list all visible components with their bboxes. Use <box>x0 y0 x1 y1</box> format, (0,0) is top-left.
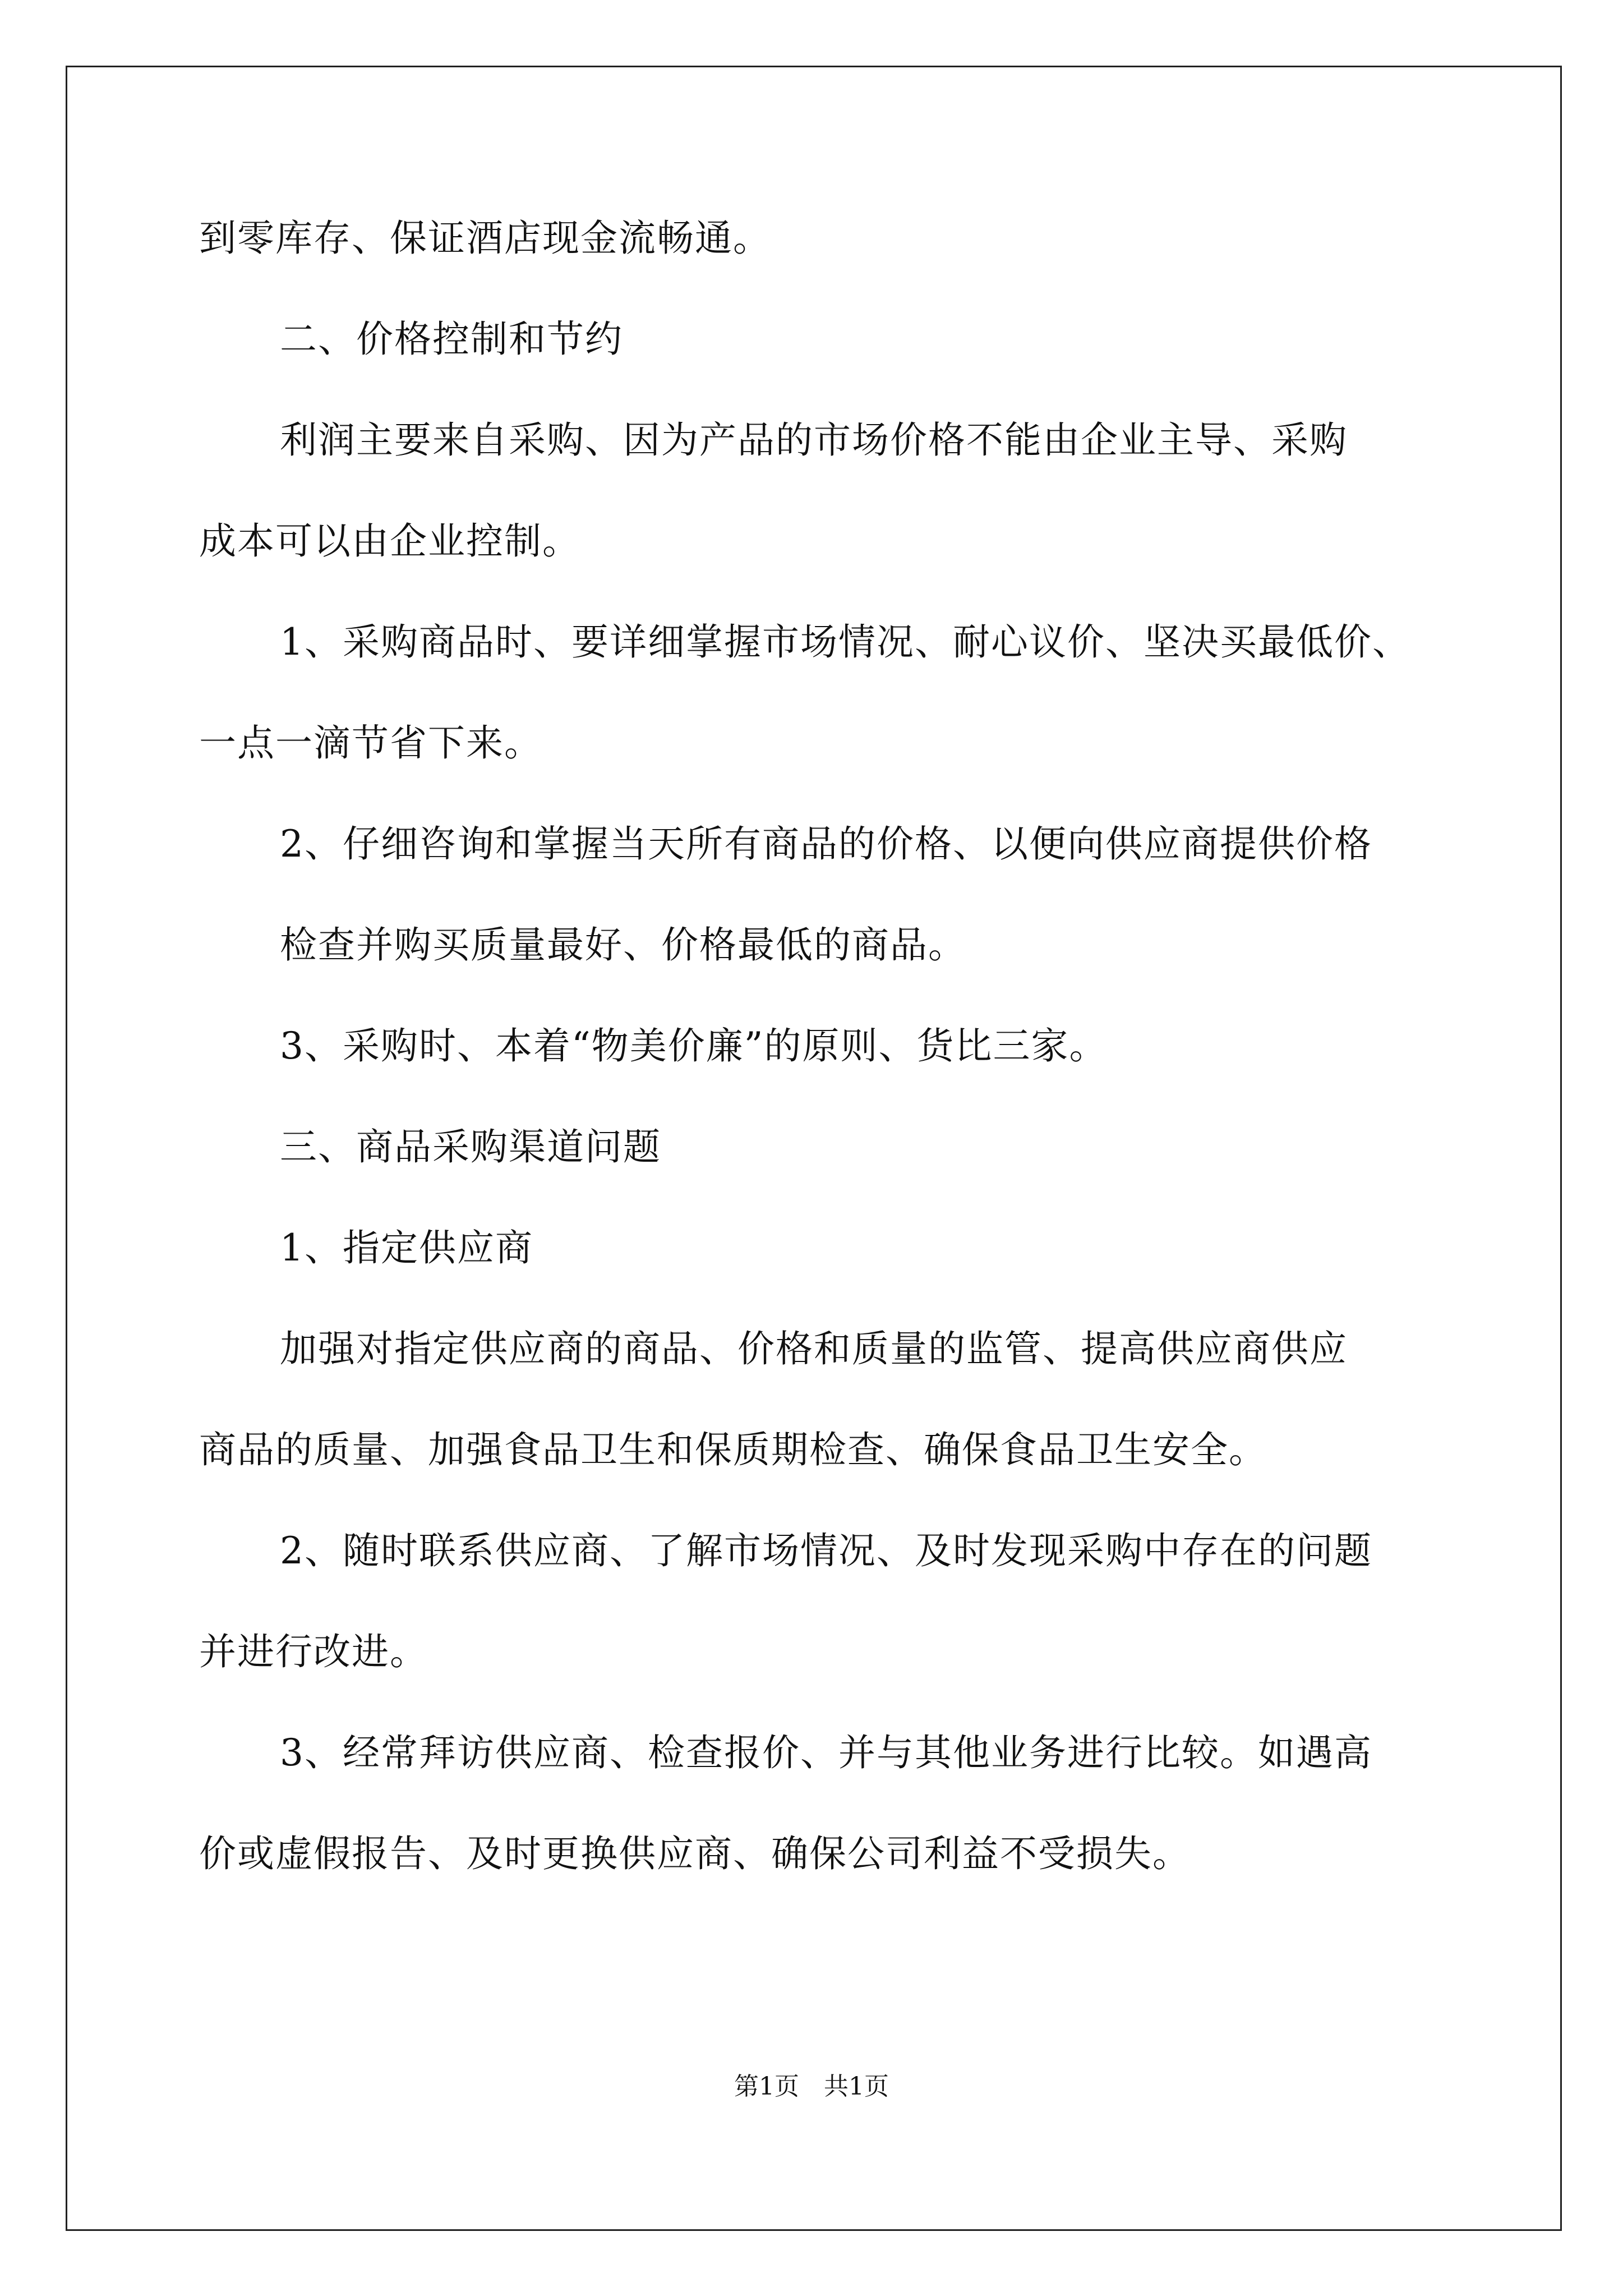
text-line: 一点一滴节省下来。 <box>199 721 542 765</box>
section-heading: 二、价格控制和节约 <box>280 318 623 361</box>
text-line: 检查并购买质量最好、价格最低的商品。 <box>280 923 966 967</box>
text-line: 价或虚假报告、及时更换供应商、确保公司利益不受损失。 <box>199 1832 1191 1875</box>
section-heading: 三、商品采购渠道问题 <box>280 1125 661 1168</box>
text-line: 商品的质量、加强食品卫生和保质期检查、确保食品卫生安全。 <box>199 1428 1267 1471</box>
text-line: 1、指定供应商 <box>280 1226 533 1269</box>
text-line: 3、采购时、本着“物美价廉”的原则、货比三家。 <box>280 1024 1108 1068</box>
page-number: 第1页 共1页 <box>734 2072 889 2101</box>
text-line: 加强对指定供应商的商品、价格和质量的监管、提高供应商供应 <box>280 1327 1348 1370</box>
text-line: 到零库存、保证酒店现金流畅通。 <box>199 217 771 260</box>
text-line: 2、随时联系供应商、了解市场情况、及时发现采购中存在的问题 <box>280 1529 1372 1572</box>
text-line: 3、经常拜访供应商、检查报价、并与其他业务进行比较。如遇高 <box>280 1731 1372 1774</box>
text-line: 成本可以由企业控制。 <box>199 519 580 563</box>
text-line: 2、仔细咨询和掌握当天所有商品的价格、以便向供应商提供价格 <box>280 822 1372 866</box>
text-line: 1、采购商品时、要详细掌握市场情况、耐心议价、坚决买最低价、 <box>280 620 1410 664</box>
text-line: 利润主要来自采购、因为产品的市场价格不能由企业主导、采购 <box>280 418 1348 462</box>
text-line: 并进行改进。 <box>199 1630 428 1673</box>
